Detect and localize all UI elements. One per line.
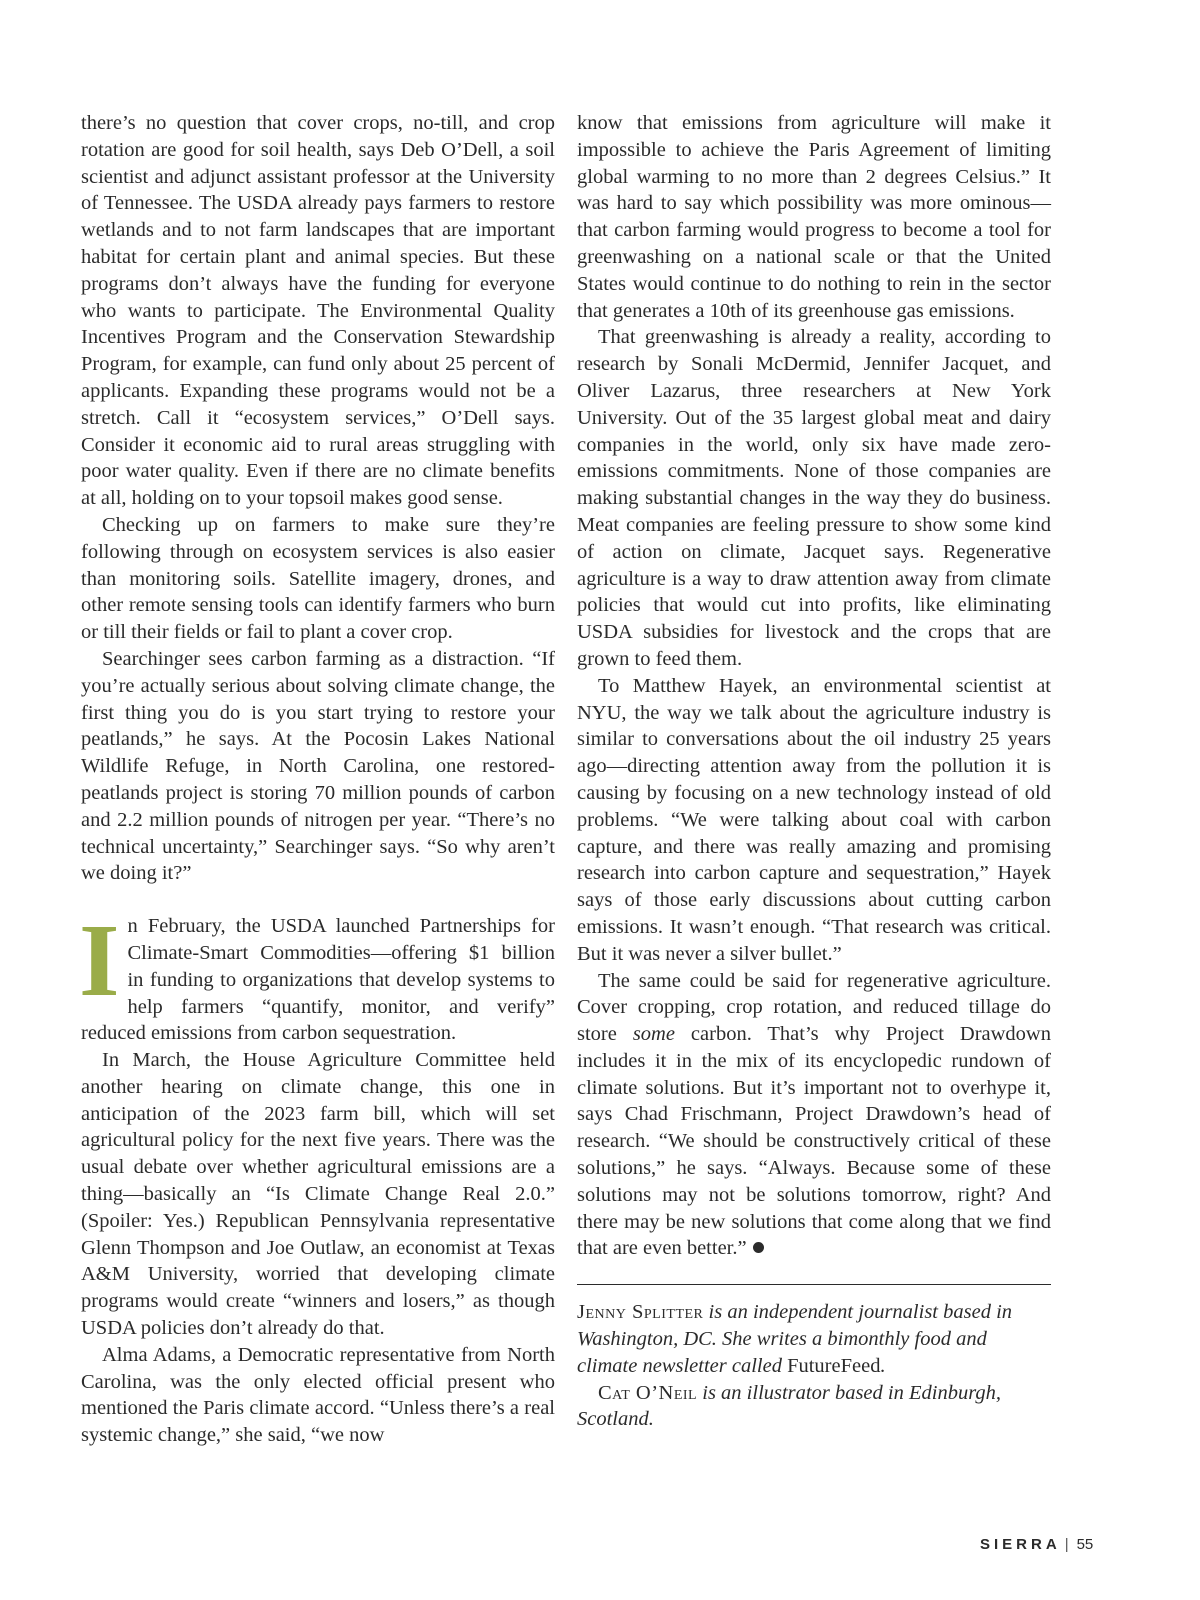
footer-separator: |: [1064, 1536, 1069, 1553]
body-paragraph-final: [577, 968, 1051, 1263]
body-paragraph: Searchinger sees carbon farming as a distraction. “If you’re actually serious about solving climate change, the first thing you do is you start trying to restore your peatlands,” he says. At the Pocosin Lakes National Wildlife Refuge, in North Carolina, one restored-peatlands project is storing 70 million pounds of carbon and 2.2 million pounds of nitrogen per year. “There’s no technical uncertainty,” Searchinger says. “So why aren’t we doing it?”: [81, 647, 555, 885]
body-paragraph-dropcap: [79, 903, 555, 1047]
page-number: 55: [1076, 1536, 1094, 1553]
illustrator-name: Cat O’Neil: [598, 1381, 698, 1404]
author-bio: [577, 1299, 1051, 1379]
body-paragraph: Alma Adams, a Democratic representative from North Carolina, was the only elected official present who mentioned the Paris climate accord. “Unless there’s a real systemic change,” she said, “we now: [81, 1343, 555, 1447]
illustrator-bio-text: is an illustrator based in Edinburgh, Scotland.: [577, 1381, 1002, 1431]
newsletter-name: FutureFeed: [787, 1354, 881, 1377]
left-column: [81, 110, 555, 1449]
author-bio-text: is an independent journalist based in Washington, DC. She writes a bimonthly food and climate newsletter called: [577, 1301, 1013, 1377]
body-paragraph: To Matthew Hayek, an environmental scientist at NYU, the way we talk about the agriculture industry is similar to conversations about the oil industry 25 years ago—directing attention away from the pollution it is causing by focusing on a new technology instead of old problems. “We were talking about coal with carbon capture, and there was really amazing and promising research into carbon capture and sequestration,” Hayek says of those early discussions about cutting carbon emissions. It wasn’t enough. “That research was critical. But it was never a silver bullet.”: [577, 674, 1051, 965]
body-paragraph: know that emissions from agriculture will make it impossible to achieve the Paris Agreement of limiting global warming to no more than 2 degrees Celsius.” It was hard to say which possibility was more ominous—that carbon farming would progress to become a tool for greenwashing on a national scale or that the United States would continue to do nothing to rein in the sector that generates a 10th of its greenhouse gas emissions.: [577, 112, 1051, 322]
body-paragraph: Checking up on farmers to make sure they’re following through on ecosystem services is also easier than monitoring soils. Satellite imagery, drones, and other remote sensing tools can identify farmers who burn or till their fields or fail to plant a cover crop.: [81, 513, 555, 644]
illustrator-bio: [577, 1380, 1051, 1434]
body-paragraph: That greenwashing is already a reality, according to research by Sonali McDermid, Jennifer Jacquet, and Oliver Lazarus, three researchers at New York University. Out of the 35 largest global meat and dairy companies in the world, only six have made zero-emissions commitments. None of those companies are making substantial changes in the way they do business. Meat companies are feeling pressure to show some kind of action on climate, Jacquet says. Regenerative agriculture is a way to draw attention away from climate policies that would cut into profits, like eliminating USDA subsidies for livestock and the crops that are grown to feed them.: [577, 326, 1051, 670]
author-bio-end: .: [880, 1354, 886, 1377]
body-paragraph: there’s no question that cover crops, no-till, and crop rotation are good for soil health, says Deb O’Dell, a soil scientist and adjunct assistant professor at the University of Tennessee. The USDA already pays farmers to restore wetlands and to not farm landscapes that are important habitat for certain plant and animal species. But these programs don’t always have the funding for everyone who wants to participate. The Environmental Quality Incentives Program and the Conservation Stewardship Program, for example, can fund only about 25 percent of applicants. Expanding these programs would not be a stretch. Call it “ecosystem services,” O’Dell says. Consider it economic aid to rural areas struggling with poor water quality. Even if there are no climate benefits at all, holding on to your topsoil makes good sense.: [81, 112, 555, 510]
right-column: [577, 110, 1051, 1433]
author-name: Jenny Splitter: [577, 1301, 704, 1324]
text-run: The same could be said for regenerative agriculture. Cover cropping, crop rotation, and reduced tillage do store: [577, 969, 1051, 1046]
magazine-name: SIERRA: [980, 1536, 1061, 1553]
page-footer: [980, 1536, 1093, 1553]
drop-cap: I: [79, 903, 120, 1019]
text-run: carbon. That’s why Project Drawdown includes it in the mix of its encyclopedic rundown of climate solutions. But it’s important not to overhype it, says Chad Frischmann, Project Drawdown’s head of research. “We should be constructively critical of these solutions,” he says. “Always. Because some of these solutions may not be solutions tomorrow, right? And there may be new solutions that come along that we find that are even better.”: [577, 1023, 1051, 1260]
dropcap-paragraph-text: n February, the USDA launched Partnerships for Climate-Smart Commodities—offering $1 billion in funding to organizations that develop systems to help farmers “quantify, monitor, and verify” reduced emissions from carbon sequestration.: [81, 915, 555, 1045]
emphasis-text: some: [632, 1023, 675, 1046]
body-paragraph: In March, the House Agriculture Committee held another hearing on climate change, this one in anticipation of the 2023 farm bill, which will set agricultural policy for the next five years. There was the usual debate over whether agricultural emissions are a thing—basically an “Is Climate Change Real 2.0.” (Spoiler: Yes.) Republican Pennsylvania representative Glenn Thompson and Joe Outlaw, an economist at Texas A&M University, worried that developing climate programs would create “winners and losers,” as though USDA policies don’t already do that.: [81, 1049, 555, 1340]
section-break: [81, 887, 555, 913]
bio-divider: [577, 1284, 1051, 1285]
end-mark-icon: [753, 1242, 764, 1253]
